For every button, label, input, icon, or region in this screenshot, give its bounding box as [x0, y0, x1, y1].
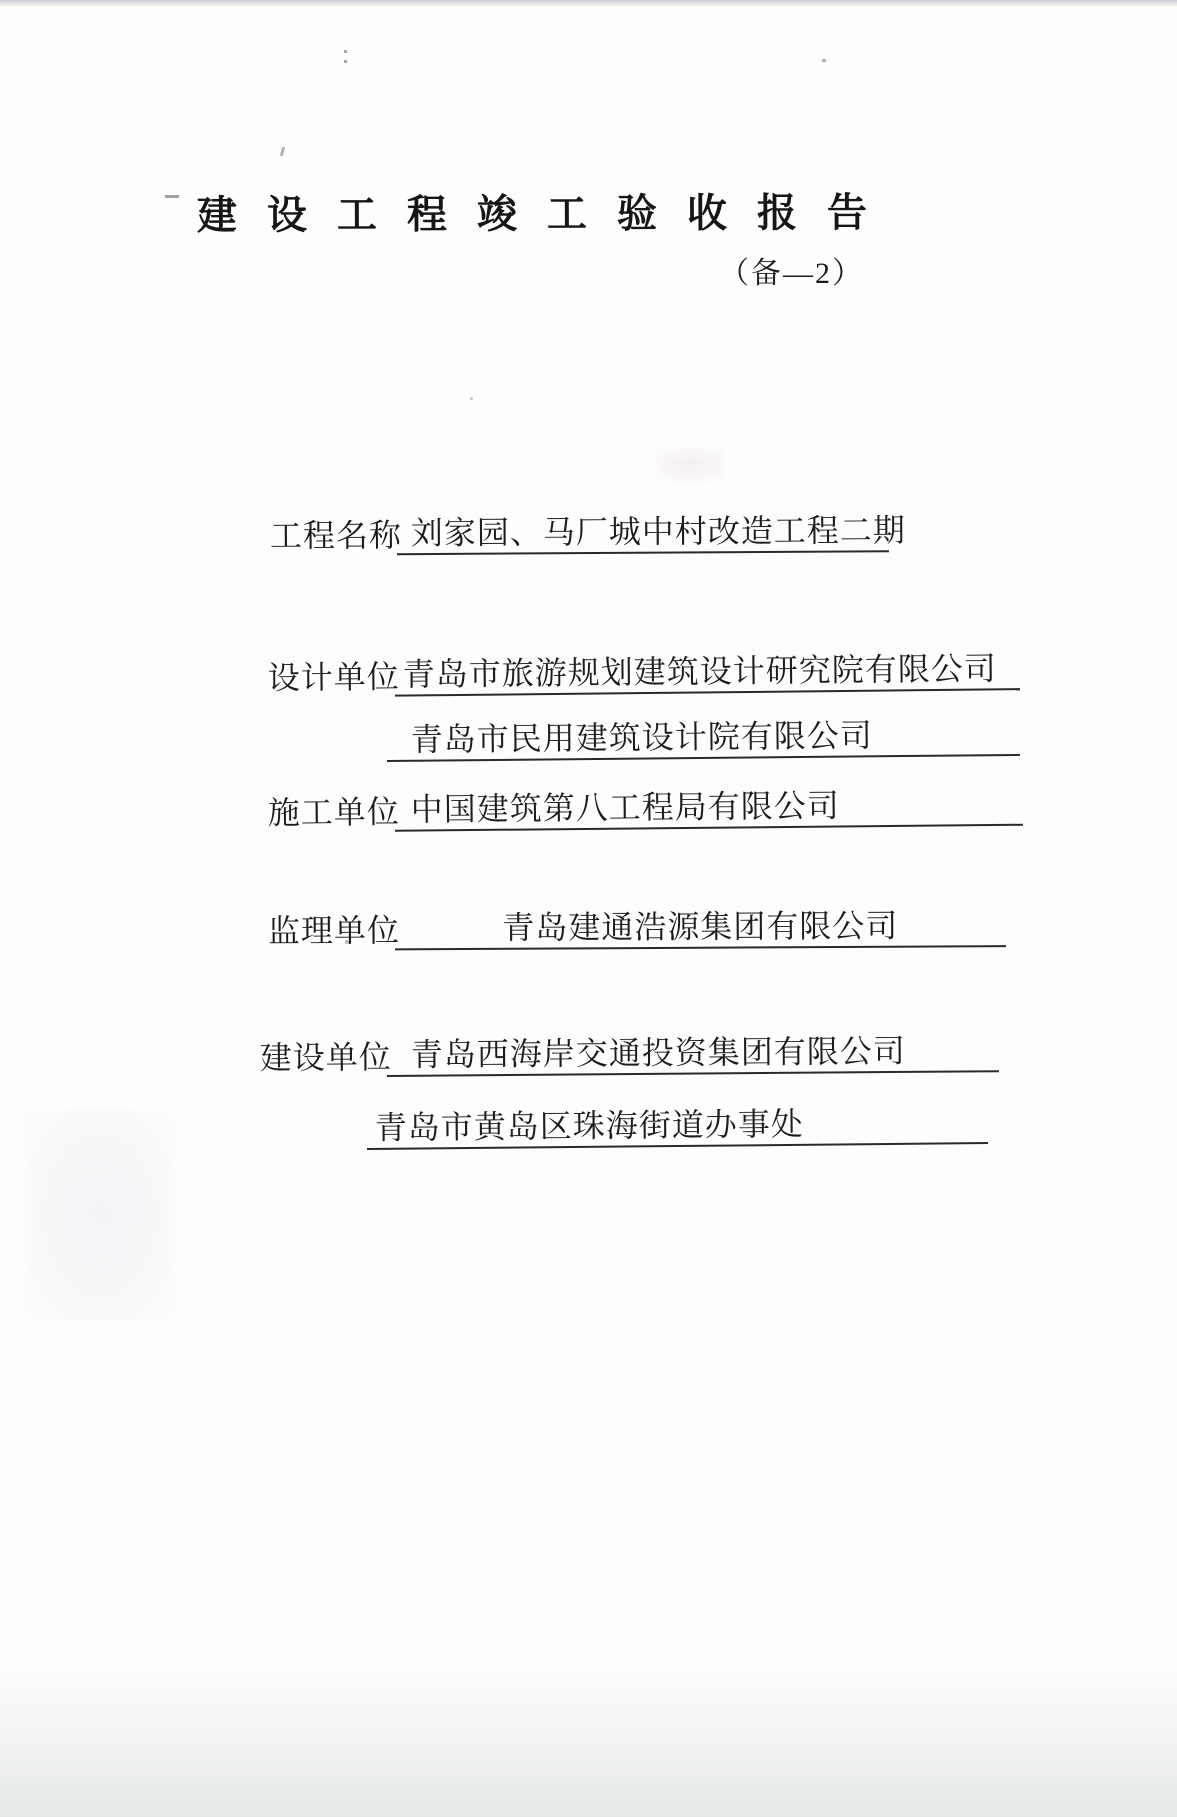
field-label: 工程名称: [269, 517, 403, 555]
field-value-underlined: 中国建筑第八工程局有限公司: [395, 784, 1023, 832]
field-value-underlined: 青岛市旅游规划建筑设计研究院有限公司: [395, 648, 1020, 697]
scan-speck: [280, 147, 285, 156]
field-owner-unit-line2: [367, 1102, 988, 1150]
field-design-unit: [268, 648, 1020, 698]
scan-smudge: [25, 1110, 175, 1320]
field-supervision-unit: [268, 905, 1006, 951]
scan-smudge: [655, 448, 725, 482]
field-construction-unit: [268, 784, 1023, 833]
field-design-unit-line2: [387, 714, 1020, 762]
field-project-name: [269, 510, 906, 556]
field-label: 监理单位: [267, 912, 401, 949]
form-code-label: （备—2）: [719, 257, 864, 290]
document-title: 建 设 工 程 竣 工 验 收 报 告: [196, 190, 877, 239]
scan-speck: [344, 50, 347, 53]
scan-speck: [822, 59, 826, 62]
field-value-underlined: 青岛建通浩源集团有限公司: [395, 905, 1006, 950]
field-label: 建设单位: [259, 1038, 392, 1077]
scan-speck: [470, 397, 473, 400]
field-value-underlined: 青岛市民用建筑设计院有限公司: [387, 714, 1020, 762]
scan-speck: [165, 195, 179, 198]
scan-shadow-artifact: [0, 1667, 1177, 1817]
field-owner-unit: [260, 1030, 999, 1078]
field-value-underlined: 青岛市黄岛区珠海街道办事处: [367, 1102, 988, 1150]
field-label: 施工单位: [267, 793, 400, 832]
field-value-underlined: 刘家园、马厂城中村改造工程二期: [397, 510, 889, 555]
field-value-underlined: 青岛西海岸交通投资集团有限公司: [387, 1030, 999, 1077]
scan-edge-artifact: [0, 0, 1177, 7]
field-label: 设计单位: [267, 658, 400, 697]
scan-speck: [344, 60, 347, 63]
